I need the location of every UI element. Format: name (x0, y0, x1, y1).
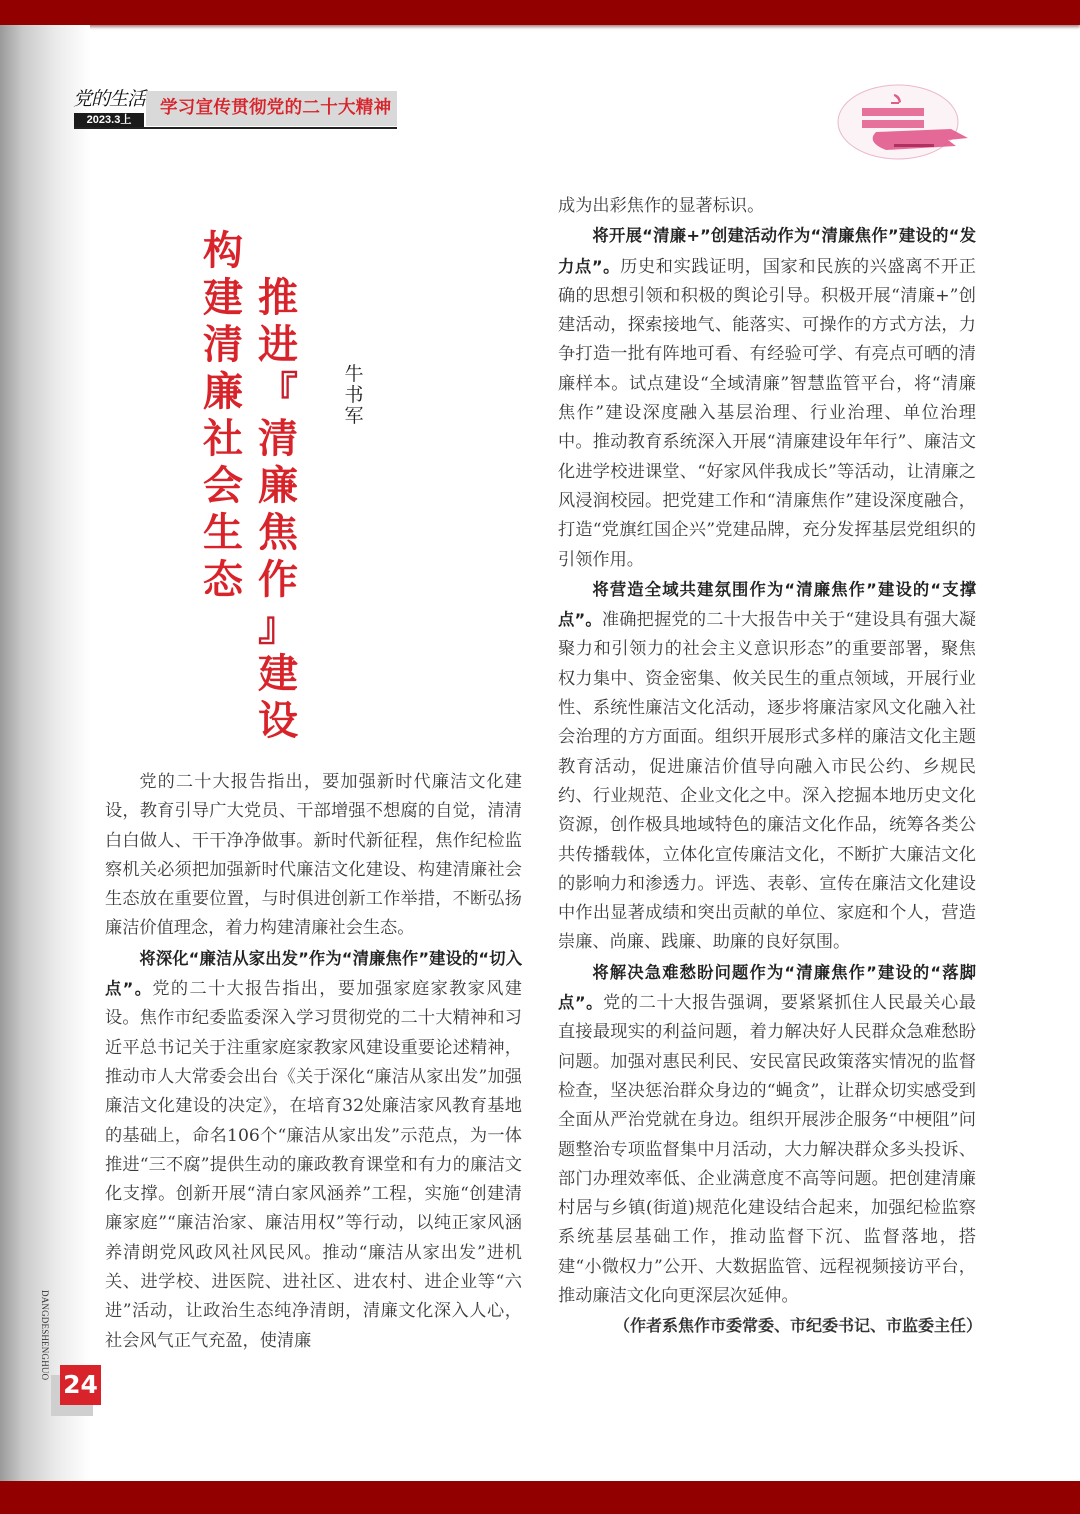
title-char: 社 (203, 416, 243, 462)
section-2-heading: 将开展“清廉+”创建活动作为“清廉焦作”建设的“发力点”。 (558, 226, 976, 276)
title-char: 建 (203, 275, 243, 321)
section-2-body: 历史和实践证明，国家和民族的兴盛离不开正确的思想引领和积极的舆论引导。积极开展“清廉+”创建活动，探索接地气、能落实、可操作的方式方法，力争打造一批有阵地可看、有经验可学、有亮点可晒的清廉样本。试点建设“全域清廉”智慧监管平台，将“清廉焦作”建设深度融入基层治理、行业治理、单位治理中。推动教育系统深入开展“清廉建设年年行”、廉洁文化进学校进课堂、“好家风伴我成长”等活动，让清廉之风浸润校园。把党建工作和“清廉焦作”建设深度融合，打造“党旗红国企兴”党建品牌，充分发挥基层党组织的引领作用。 (558, 256, 976, 570)
author-byline: （作者系焦作市委常委、市纪委书记、市监委主任） (614, 1316, 983, 1336)
section-3-heading: 将营造全域共建氛围作为“清廉焦作”建设的“支撑点”。 (558, 579, 976, 630)
campaign-badge-logo (836, 82, 976, 162)
section-1-paragraph (105, 944, 522, 1356)
magazine-logo: 党的生活 (73, 88, 146, 110)
title-quote-mark: 『 (258, 369, 298, 415)
author-char: 书 (344, 384, 364, 406)
badge-text-line-2 (862, 120, 924, 128)
title-char: 设 (258, 698, 298, 744)
section-2-paragraph (558, 221, 976, 575)
section-1-body: 党的二十大报告指出，要加强家庭家教家风建设。焦作市纪委监委深入学习贯彻党的二十大精神和习近平总书记关于注重家庭家教家风建设重要论述精神，推动市人大常委会出台《关于深化“廉洁从家出发”加强廉洁文化建设的决定》，在培育32处廉洁家风教育基地的基础上，命名106个“廉洁从家出发”示范点，为一体推进“三不腐”提供生动的廉政教育课堂和有力的廉洁文化支撑。创新开展“清白家风涵养”工程，实施“创建清廉家庭”“廉洁治家、廉洁用权”等行动，以纯正家风涵养清朗党风政风社风民风。推动“廉洁从家出发”进机关、进学校、进医院、进社区、进农村、进企业等“六进”活动，让政治生态纯净清朗，清廉文化深入人心，社会风气正气充盈，使清廉 (105, 979, 522, 1351)
section-1-heading: 将深化“廉洁从家出发”作为“清廉焦作”建设的“切入点”。 (105, 948, 522, 999)
title-line-2 (256, 275, 300, 745)
title-char: 建 (258, 651, 298, 697)
section-4-paragraph (558, 958, 976, 1312)
bottom-frame-bar (0, 1481, 1080, 1514)
spine-label: DANGDESHENGHUO (40, 1290, 50, 1381)
title-char: 进 (258, 322, 298, 368)
article-column-right (558, 192, 983, 1341)
section-1-continued: 成为出彩焦作的显著标识。 (558, 196, 765, 216)
page-spine-shadow (0, 25, 90, 1481)
section-4-heading: 将解决急难愁盼问题作为“清廉焦作”建设的“落脚点”。 (558, 962, 976, 1013)
title-char: 焦 (258, 510, 298, 556)
author-char: 牛 (344, 363, 364, 385)
top-frame-bar (0, 0, 1080, 25)
author-name (343, 364, 365, 427)
title-char: 廉 (203, 369, 243, 415)
title-char: 构 (203, 228, 243, 274)
badge-text-line-1 (862, 108, 924, 116)
title-char: 推 (258, 275, 298, 321)
issue-date-badge: 2023.3上 (74, 113, 144, 128)
section-3-paragraph (558, 575, 976, 958)
section-banner-text: 学习宣传贯彻党的二十大精神 (160, 98, 392, 118)
title-char: 清 (258, 416, 298, 462)
header-rule (74, 127, 397, 129)
page-number: 24 (60, 1365, 101, 1405)
title-char: 生 (203, 510, 243, 556)
section-banner (146, 91, 397, 126)
section-4-body: 党的二十大报告强调，要紧紧抓住人民最关心最直接最现实的利益问题，着力解决好人民群众急难愁盼问题。加强对惠民利民、安民富民政策落实情况的监督检查，坚决惩治群众身边的“蝇贪”，让群众切实感受到全面从严治党就在身边。组织开展涉企服务“中梗阻”问题整治专项监督集中月活动，大力解决群众多头投诉、部门办理效率低、企业满意度不高等问题。把创建清廉村居与乡镇(街道)规范化建设结合起来，加强纪检监察系统基层基础工作，推动监督下沉、监督落地，搭建“小微权力”公开、大数据监管、远程视频接访平台，推动廉洁文化向更深层次延伸。 (558, 993, 976, 1306)
title-char: 作 (258, 557, 298, 603)
title-char: 清 (203, 322, 243, 368)
title-char: 廉 (258, 463, 298, 509)
badge-subtext (894, 144, 934, 147)
article-column-left (105, 768, 522, 1356)
title-quote-mark: 』 (258, 604, 298, 650)
author-char: 军 (344, 405, 364, 427)
section-3-body: 准确把握党的二十大报告中关于“建设具有强大凝聚力和引领力的社会主义意识形态”的重要部署，聚焦权力集中、资金密集、攸关民生的重点领域，开展行业性、系统性廉洁文化活动，逐步将廉洁家风文化融入社会治理的方方面面。组织开展形式多样的廉洁文化主题教育活动，促进廉洁价值导向融入市民公约、乡规民约、行业规范、企业文化之中。深入挖掘本地历史文化资源，创作极具地域特色的廉洁文化作品，统筹各类公共传播载体，立体化宣传廉洁文化，不断扩大廉洁文化的影响力和渗透力。评选、表彰、宣传在廉洁文化建设中作出显著成绩和突出贡献的单位、家庭和个人，营造崇廉、尚廉、践廉、助廉的良好氛围。 (558, 610, 976, 953)
title-line-1 (201, 228, 245, 604)
intro-paragraph: 党的二十大报告指出，要加强新时代廉洁文化建设，教育引导广大党员、干部增强不想腐的自觉，清清白白做人、干干净净做事。新时代新征程，焦作纪检监察机关必须把加强新时代廉洁文化建设、构建清廉社会生态放在重要位置，与时俱进创新工作举措，不断弘扬廉洁价值理念，着力构建清廉社会生态。 (105, 772, 522, 939)
title-char: 会 (203, 463, 243, 509)
title-char: 态 (203, 557, 243, 603)
